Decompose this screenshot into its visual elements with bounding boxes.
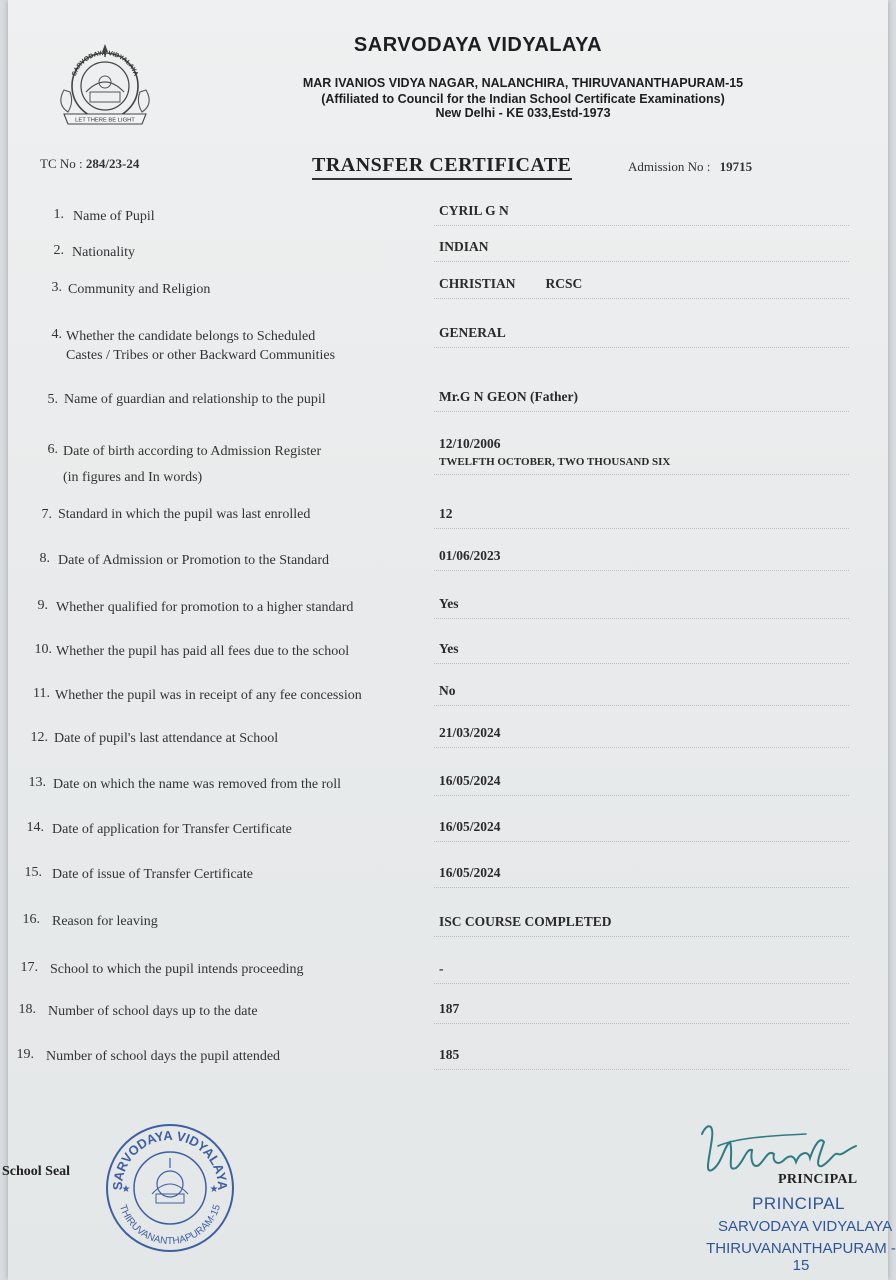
field-number: 11.	[33, 686, 50, 701]
field-label: School to which the pupil intends proceeding	[50, 962, 304, 977]
document-title: TRANSFER CERTIFICATE	[312, 154, 572, 180]
school-name: SARVODAYA VIDYALAYA	[353, 34, 603, 56]
tc-no-value: 284/23-24	[85, 156, 140, 171]
certificate-sheet	[8, 0, 888, 1280]
field-row	[0, 503, 880, 543]
field-row	[0, 818, 880, 858]
field-value: 16/05/2024	[434, 773, 849, 796]
field-row	[0, 910, 880, 950]
field-value: 01/06/2023	[434, 548, 849, 571]
field-row	[0, 1045, 880, 1085]
field-value: 12	[434, 506, 849, 529]
affiliation-code: New Delhi - KE 033,Estd-1973	[435, 106, 611, 120]
field-row	[0, 1000, 880, 1040]
field-label: Nationality	[72, 245, 135, 260]
field-value: 187	[434, 1001, 849, 1024]
svg-text:★: ★	[121, 1184, 131, 1195]
field-number: 12.	[30, 730, 48, 745]
admission-no-label: Admission No :	[628, 159, 711, 174]
field-label: Reason for leaving	[52, 914, 158, 929]
field-row	[0, 276, 880, 316]
dob-figures: 12/10/2006	[439, 436, 501, 451]
field-row	[0, 683, 880, 723]
field-label: Name of guardian and relationship to the pupil	[64, 392, 326, 407]
field-label-line2: (in figures and In words)	[63, 470, 203, 485]
field-row	[0, 436, 880, 486]
field-label-line2: Castes / Tribes or other Backward Communities	[66, 348, 336, 363]
field-label: Community and Religion	[68, 282, 211, 297]
field-number: 10.	[34, 642, 52, 657]
field-value: 185	[434, 1047, 849, 1070]
seal-ring-bottom: THIRUVANANTHAPURAM-15	[116, 1203, 224, 1248]
field-number: 3.	[51, 280, 62, 295]
field-label: Number of school days up to the date	[48, 1004, 258, 1019]
field-number: 2.	[53, 243, 64, 258]
field-number: 9.	[37, 598, 48, 613]
religion-value: RCSC	[545, 276, 583, 291]
field-label: Standard in which the pupil was last enrolled	[58, 507, 311, 522]
field-value: Mr.G N GEON (Father)	[434, 389, 849, 412]
field-label: Whether the pupil was in receipt of any fee concession	[55, 688, 362, 703]
field-value: 21/03/2024	[434, 725, 849, 748]
field-number: 15.	[24, 865, 42, 880]
field-row	[0, 239, 880, 279]
field-label	[63, 439, 321, 491]
field-value: Yes	[434, 596, 849, 619]
field-label: Number of school days the pupil attended	[46, 1049, 281, 1064]
field-value: -	[434, 961, 849, 984]
field-value: Yes	[434, 641, 849, 664]
field-value: GENERAL	[434, 325, 849, 348]
field-row	[0, 548, 880, 588]
field-label: Date on which the name was removed from the roll	[53, 777, 342, 792]
field-row	[0, 725, 880, 765]
logo-ring-text: SARVODAYA VIDYALAYA	[70, 49, 140, 78]
field-row	[0, 772, 880, 812]
admission-number	[628, 159, 752, 175]
field-row	[0, 388, 880, 428]
principal-stamp-school: SARVODAYA VIDYALAYA	[718, 1218, 893, 1235]
field-label	[66, 327, 335, 365]
field-label: Whether the pupil has paid all fees due to the school	[56, 644, 350, 659]
field-label: Name of Pupil	[73, 209, 155, 224]
field-number: 17.	[20, 960, 38, 975]
field-value: CYRIL G N	[434, 203, 849, 226]
field-number: 16.	[22, 912, 40, 927]
seal-ring-top: SARVODAYA VIDYALAYA	[109, 1127, 231, 1191]
dob-words: TWELFTH OCTOBER, TWO THOUSAND SIX	[439, 456, 671, 468]
logo-motto: LET THERE BE LIGHT	[75, 117, 135, 124]
school-address: MAR IVANIOS VIDYA NAGAR, NALANCHIRA, THIRUVANANTHAPURAM-15	[302, 76, 744, 90]
field-value	[434, 276, 849, 299]
school-seal-stamp	[104, 1122, 236, 1254]
field-value: ISC COURSE COMPLETED	[434, 914, 849, 937]
field-row	[0, 203, 880, 243]
field-number: 6.	[47, 442, 58, 457]
field-label: Date of issue of Transfer Certificate	[52, 867, 253, 882]
school-seal-label: School Seal	[2, 1164, 71, 1179]
tc-no-label: TC No :	[40, 156, 83, 171]
field-row	[0, 863, 880, 903]
admission-no-value: 19715	[719, 159, 753, 174]
svg-text:THIRUVANANTHAPURAM-15	[117, 1203, 223, 1247]
field-value: INDIAN	[434, 239, 849, 262]
field-label: Date of application for Transfer Certificate	[52, 822, 292, 837]
field-row	[0, 957, 880, 997]
principal-stamp-title: PRINCIPAL	[752, 1194, 845, 1213]
field-number: 19.	[16, 1047, 34, 1062]
field-number: 8.	[39, 551, 50, 566]
field-number: 13.	[28, 775, 46, 790]
principal-stamp-place: THIRUVANANTHAPURAM - 15	[706, 1240, 896, 1274]
field-label: Whether qualified for promotion to a higher standard	[56, 600, 354, 615]
field-label-line1: Date of birth according to Admission Register	[63, 444, 322, 459]
field-row	[0, 323, 880, 367]
field-value: 16/05/2024	[434, 819, 849, 842]
principal-label: PRINCIPAL	[778, 1172, 858, 1187]
field-number: 14.	[26, 820, 44, 835]
field-value: No	[434, 683, 849, 706]
field-number: 1.	[53, 207, 64, 222]
affiliation-line: (Affiliated to Council for the Indian School Certificate Examinations)	[321, 92, 725, 106]
field-number: 4.	[51, 327, 62, 342]
field-row	[0, 641, 880, 681]
field-number: 18.	[18, 1002, 36, 1017]
field-number: 5.	[47, 392, 58, 407]
field-label: Date of Admission or Promotion to the Standard	[58, 553, 330, 568]
field-label-line1: Whether the candidate belongs to Scheduled	[66, 329, 316, 344]
tc-number	[40, 156, 139, 172]
field-row	[0, 596, 880, 636]
field-value: 16/05/2024	[434, 865, 849, 888]
field-value	[434, 436, 849, 475]
field-number: 7.	[41, 507, 52, 522]
community-value: CHRISTIAN	[439, 276, 516, 291]
field-label: Date of pupil's last attendance at School	[54, 731, 279, 746]
svg-text:★: ★	[209, 1184, 219, 1195]
